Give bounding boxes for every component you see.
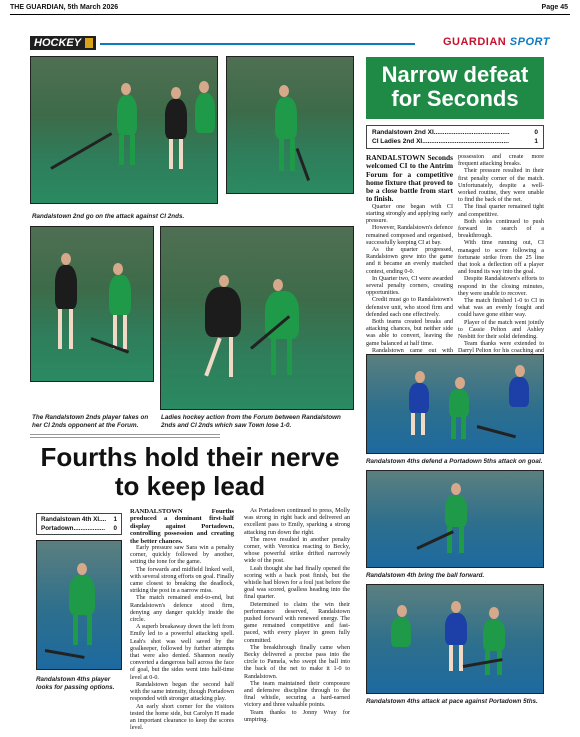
score-row: [41, 525, 117, 534]
caption-4ths-attack-pace: Randalstown 4ths attack at pace against Portadown 5ths.: [366, 698, 538, 705]
photo-4ths-passing: [36, 540, 122, 670]
hockey-stick-icon: [85, 38, 93, 48]
photo-2nds-forum-action: [160, 226, 354, 410]
story1-column-1: [366, 154, 453, 369]
page-number: Page 45: [541, 4, 568, 11]
score-team: Portadown..................: [41, 524, 106, 532]
brand-logo: [443, 36, 550, 48]
story1-paragraph: Their pressure resulted in their first penalty corner of the match. Unfortunately, despite a well-worked routine, they were unable to find the back of the net.: [458, 168, 544, 204]
story2-paragraph: RANDALSTOWN Fourths produced a dominant first-half display against Portadown, controlling possession and creating the better chances.: [130, 508, 234, 545]
score-team: Randalstown 4th XI....: [41, 516, 107, 523]
caption-4ths-passing: Randalstown 4ths player looks for passing options.: [36, 676, 115, 691]
story1-paragraph: Quarter one began with CI starting strongly and applying early pressure.: [366, 203, 453, 225]
brand-name: GUARDIAN: [442, 36, 507, 48]
story2-paragraph: Randalstown began the second half with the same intensity, though Portadown responded with stronger attacking play.: [130, 681, 234, 703]
score-goals: 0: [113, 524, 117, 532]
story1-paragraph: possession and create more frequent attacking breaks.: [458, 154, 544, 168]
section-label: HOCKEY: [34, 37, 82, 49]
masthead-rule: [10, 14, 570, 15]
score-goals: 1: [534, 138, 538, 145]
story1-paragraph: However, Randalstown's defence remained composed and organised, successfully keeping CI at bay.: [366, 225, 453, 246]
photo-4ths-defend: [366, 354, 544, 454]
story2-paragraph: The move resulted in another penalty corner, with Veronica reacting to Becky, whose powerful strike drifted narrowly wide of the post.: [244, 536, 350, 565]
section-rule: [30, 437, 220, 438]
story2-paragraph: Early pressure saw Sara win a penalty corner, quickly followed by another, setting the tone for the game.: [130, 545, 234, 566]
story2-paragraph: Team thanks to Jonny Wray for umpiring.: [244, 709, 350, 723]
photo-2nds-takes-on: [30, 226, 154, 382]
story1-paragraph: Both teams created breaks and attacking chances, but neither side was able to convert, leaving the game balanced at half time.: [366, 319, 453, 347]
story2-paragraph: The match remained end-to-end, but Randalstown's defence stood firm, denying any danger quickly inside the circle.: [130, 595, 234, 624]
photo-4ths-attack-pace: [366, 584, 544, 694]
story1-paragraph: The final quarter remained tight and competitive.: [458, 204, 544, 218]
story2-paragraph: As Portadown continued to press, Molly was strong in right back and delivered an excellent pass to Emily, sparking a strong attacking run down the right.: [244, 508, 350, 536]
headline-fourths: Fourths hold their nerve to keep lead: [40, 442, 340, 501]
caption-4ths-bring-forward: Randalstown 4th bring the ball forward.: [366, 572, 485, 579]
score-row: [41, 516, 117, 525]
score-team: CI Ladies 2nd XI................................................: [372, 138, 509, 145]
caption-2nds-attack: Randalstown 2nd go on the attack against CI 2nds.: [32, 213, 185, 220]
story2-paragraph: The forwards and midfield linked well, with several strong efforts on goal. Finally came closest to breaking the deadlock, striking the post in a narrow miss.: [130, 566, 234, 595]
story1-paragraph: Despite Randalstown's efforts to respond in the closing minutes, they were unable to recover.: [458, 276, 544, 297]
sport-rule: [100, 43, 415, 45]
story1-paragraph: With time running out, CI managed to score following a fortunate strike from the 25 line that took a deflection off a player and found its way into the goal.: [458, 240, 544, 276]
caption-4ths-defend: Randalstown 4ths defend a Portadown 5ths attack on goal.: [366, 458, 543, 465]
story2-paragraph: Leah thought she had finally opened the scoring with a back post finish, but the whistle had blown for a foul just before the goal was scored, goalless heading into the final quarter.: [244, 565, 350, 601]
story2-column-1: [130, 508, 234, 732]
story1-paragraph: Both sides continued to push forward in search of a breakthrough.: [458, 218, 544, 240]
score-row: [372, 128, 538, 137]
story2-paragraph: Determined to claim the win their performance deserved, Randalstown pushed forward with renewed energy. The game remained competitive and fast-paced, with every player in green fully committed.: [244, 601, 350, 644]
publication-date: THE GUARDIAN, 5th March 2026: [10, 4, 119, 11]
scoreline-box: [366, 125, 544, 149]
score-team: Randalstown 2nd XI..........................................: [372, 129, 510, 136]
scoreline-box: [36, 513, 122, 535]
story1-paragraph: Credit must go to Randalstown's defensive unit, who stood firm and defended each one effectively.: [366, 297, 453, 318]
story2-paragraph: The team maintained their composure and defensive discipline through to the final whistle, securing a hard-earned victory and three valuable points.: [244, 680, 350, 709]
photo-2nds-player-running: [226, 56, 354, 194]
story1-paragraph: The match finished 1-0 to CI in what was an evenly fought and could have gone either way.: [458, 298, 544, 319]
caption-2nds-takes-on: The Randalstown 2nds player takes on her CI 2nds opponent at the Forum.: [32, 414, 149, 429]
headline-narrow-defeat: Narrow defeat for Seconds: [366, 57, 544, 119]
story1-paragraph: In Quarter two, CI were awarded several penalty corners, creating opportunities.: [366, 275, 453, 297]
caption-2nds-forum-action: Ladies hockey action from the Forum between Randalstown 2nds and CI 2nds which saw Town lose 1-0.: [161, 414, 341, 429]
story1-paragraph: As the quarter progressed, Randalstown grew into the game and it became an evenly matched contest, ending 0-0.: [366, 247, 453, 275]
story1-paragraph: RANDALSTOWN Seconds welcomed CI to the Antrim Forum for a competitive home fixture that proved to be a close battle from start to finish.: [366, 153, 453, 204]
story1-column-2: [458, 154, 544, 370]
section-rule: [30, 434, 220, 435]
story2-column-2: [244, 508, 350, 724]
brand-section: SPORT: [509, 36, 550, 48]
story1-paragraph: Player of the match went jointly to Cassie Pelton and Ashley Nesbitt for their solid defending.: [458, 319, 544, 341]
photo-4ths-bring-forward: [366, 470, 544, 568]
photo-2nds-attack: [30, 56, 218, 204]
story2-paragraph: A superb breakaway down the left from Emily led to a powerful attacking spell. Leah's shot was well saved by the goalkeeper, followed by further attempts that were also denied. Shannon neatly converted a dangerous ball across the face of goal, but the sides went into half-time level at 0-0.: [130, 624, 234, 681]
section-tag: [30, 36, 96, 50]
story2-paragraph: An early short corner for the visitors tested the home side, but Carolyn H made an important clearance to keep the scores level.: [130, 703, 234, 732]
score-row: [372, 137, 538, 146]
score-goals: 0: [534, 129, 538, 136]
score-goals: 1: [113, 516, 117, 523]
story1-paragraph: Team thanks were extended to Darryl Pelton for his coaching and: [458, 341, 544, 355]
story2-paragraph: The breakthrough finally came when Becky delivered a precise pass into the circle to Pamela, who swept the ball into the back of the net to make it 1-0 to Randalstown.: [244, 644, 350, 680]
story1-paragraph: Randalstown came out with: [372, 347, 453, 354]
